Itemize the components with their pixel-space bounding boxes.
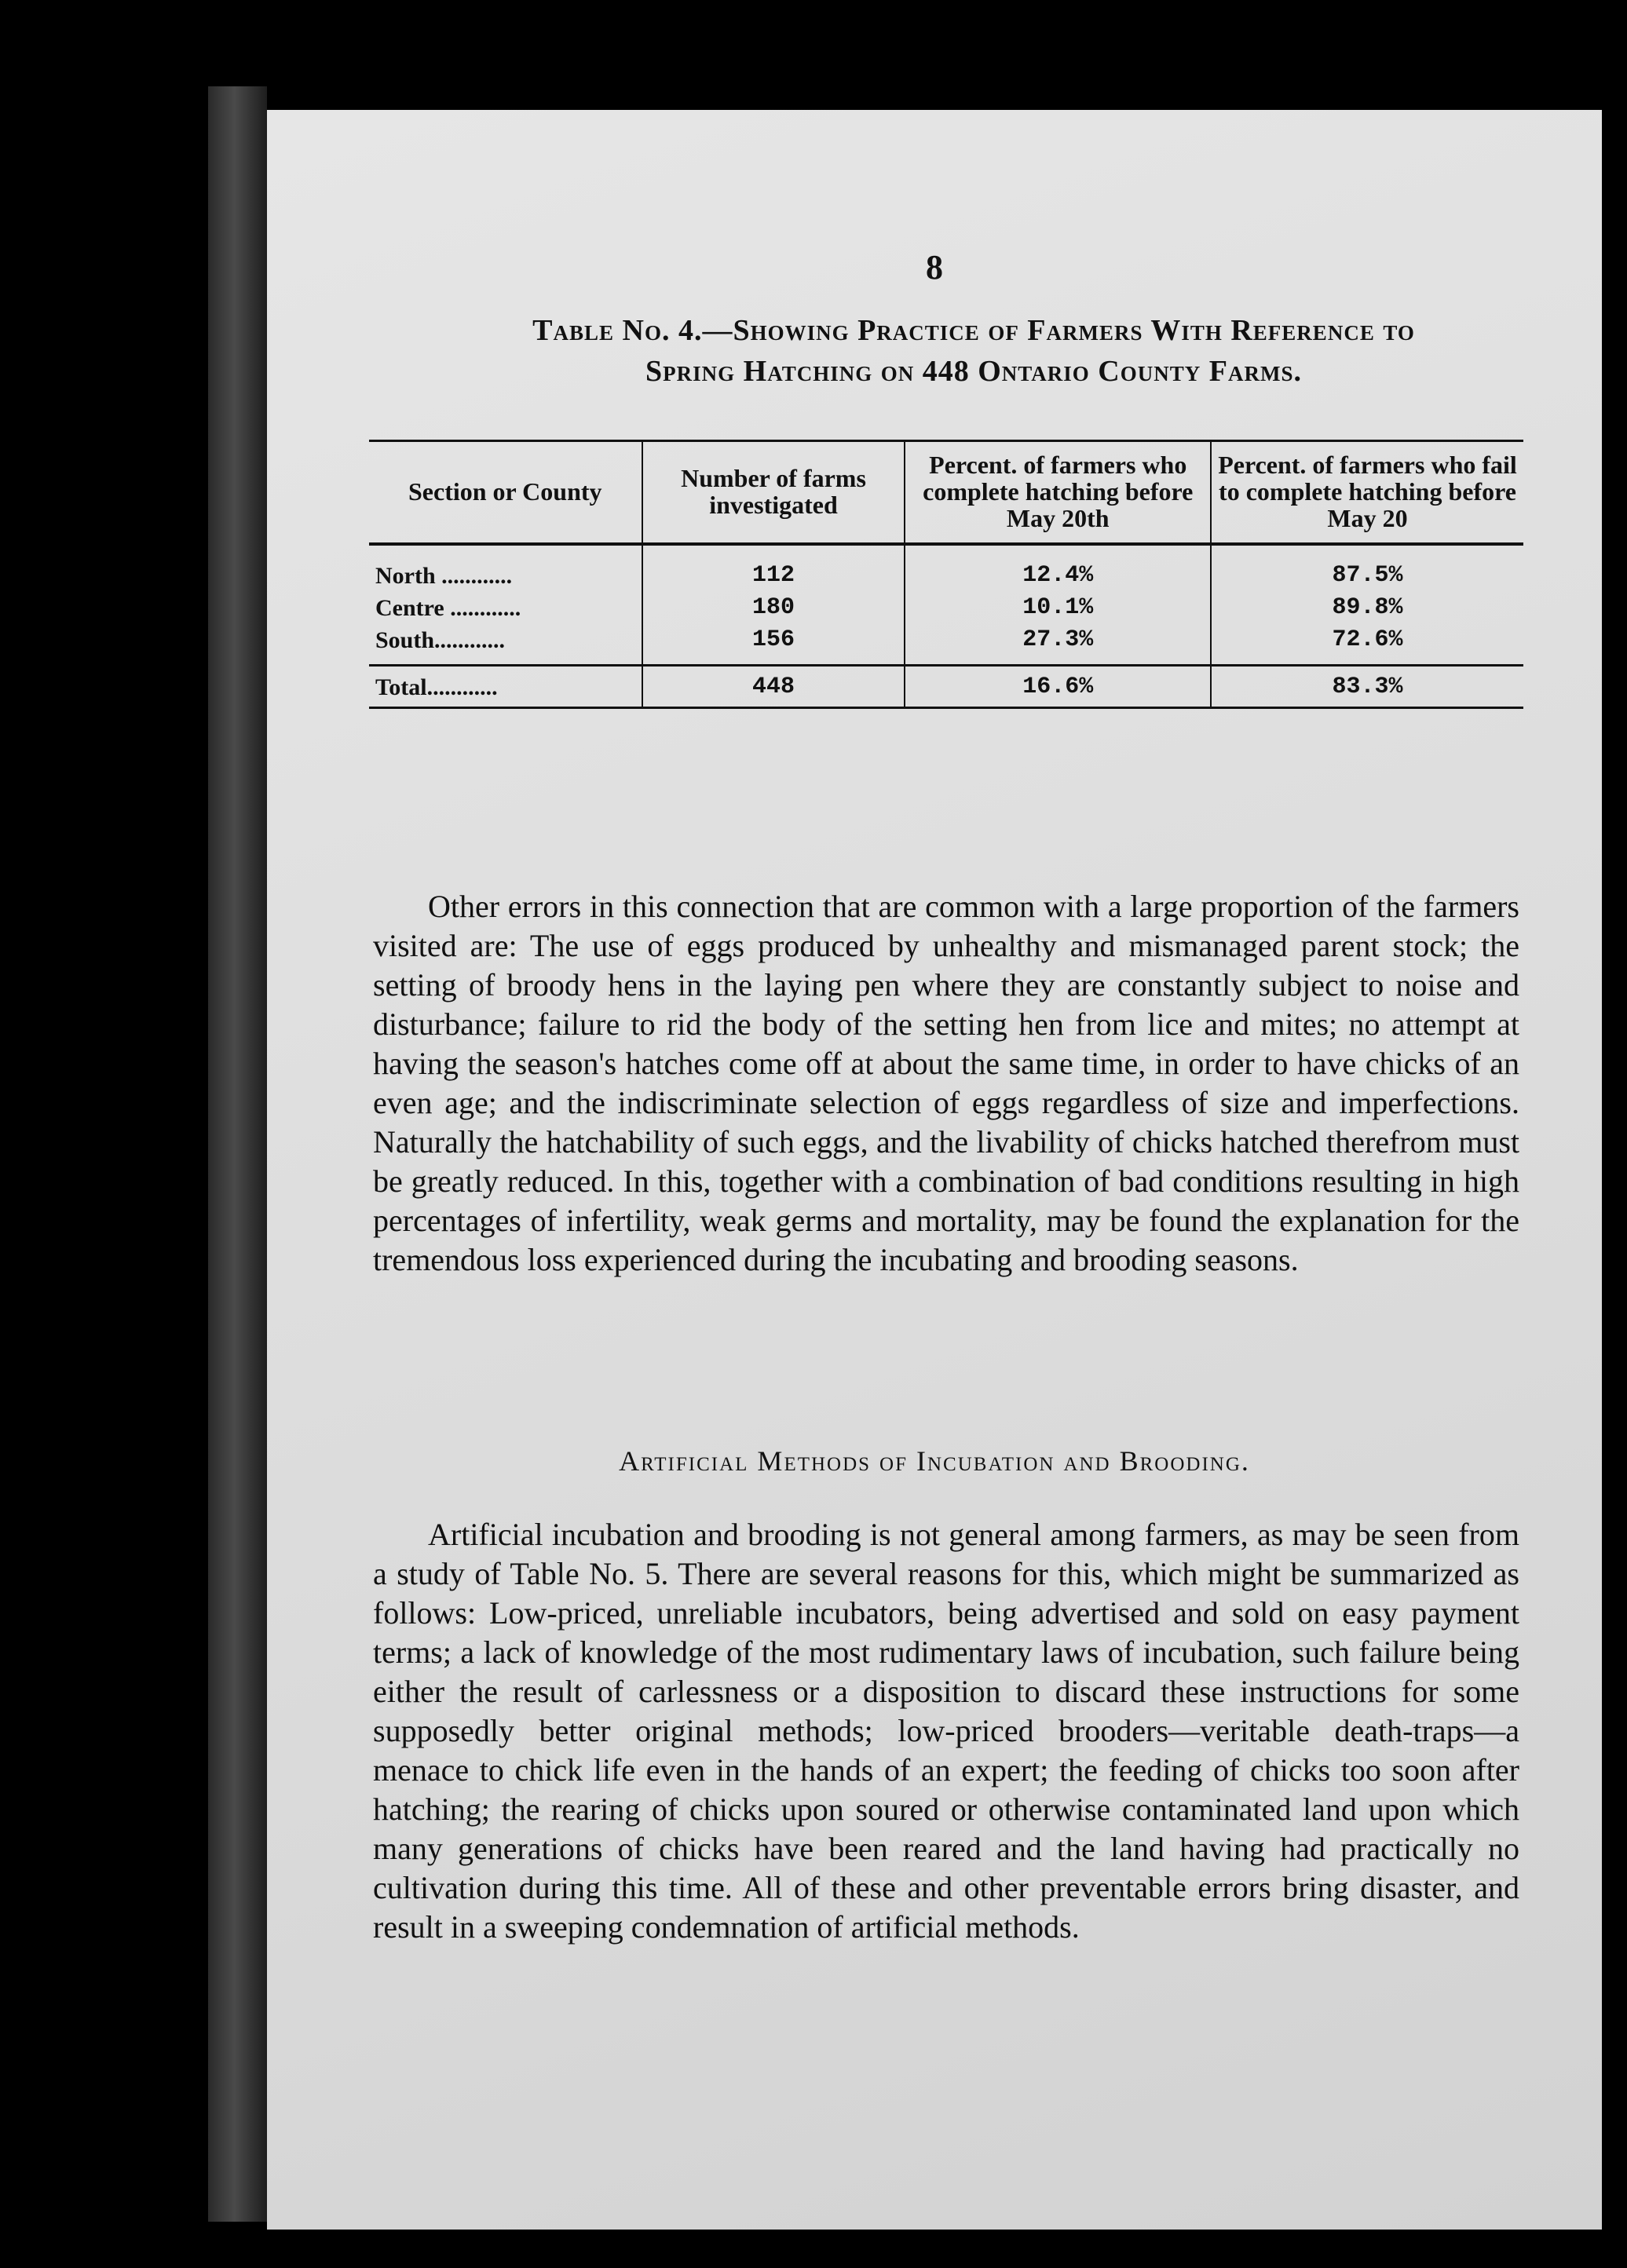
row-label: Centre ............: [375, 595, 521, 621]
section-heading: Artificial Methods of Incubation and Brooding.: [619, 1445, 1250, 1477]
total-fail: 83.3%: [1211, 666, 1523, 708]
cell-farms: 180: [642, 592, 905, 624]
cell-fail: 87.5%: [1211, 544, 1523, 592]
total-complete: 16.6%: [905, 666, 1211, 708]
table-title-line-2: Spring Hatching on 448 Ontario County Farms.: [645, 355, 1302, 388]
column-header-fail: Percent. of farmers who fail to complete hatching before May 20: [1211, 441, 1523, 545]
cell-farms: 112: [642, 544, 905, 592]
cell-complete: 12.4%: [905, 544, 1211, 592]
column-header-farms: Number of farms investigated: [642, 441, 905, 545]
table-row: [369, 592, 1523, 624]
paragraph-other-errors: Other errors in this connection that are common with a large proportion of the farmers visited are: The use of eggs produced by unhealthy and mismanaged parent stock; the setting of broody hens in the laying pen where they are constantly subject to noise and disturbance; failure to rid the body of the setting hen from lice and mites; no attempt at having the season's hatches come off at about the same time, in order to have chicks of an even age; and the indiscriminate selection of eggs regardless of size and imperfections. Naturally the hatchability of such eggs, and the livability of chicks hatched therefrom must be greatly reduced. In this, together with a combination of bad conditions resulting in high percentages of infertility, weak germs and mortality, may be found the explanation for the tremendous loss experienced during the incubating and brooding seasons.: [373, 889, 1519, 1277]
column-header-complete: Percent. of farmers who complete hatching before May 20th: [905, 441, 1211, 545]
table-title: [361, 310, 1586, 392]
total-label: Total............: [369, 666, 642, 708]
cell-complete: 27.3%: [905, 624, 1211, 666]
cell-fail: 72.6%: [1211, 624, 1523, 666]
table-row: [369, 544, 1523, 592]
table-header-row: [369, 441, 1523, 545]
cell-farms: 156: [642, 624, 905, 666]
total-farms: 448: [642, 666, 905, 708]
table-row: [369, 624, 1523, 666]
book-page: [267, 110, 1602, 2230]
row-label: North ............: [375, 563, 513, 589]
column-header-section: Section or County: [369, 441, 642, 545]
hatching-table: [369, 440, 1523, 709]
cell-complete: 10.1%: [905, 592, 1211, 624]
table-total-row: [369, 666, 1523, 708]
row-label: South............: [375, 627, 506, 653]
book-spine: [208, 86, 267, 2222]
cell-fail: 89.8%: [1211, 592, 1523, 624]
paragraph-artificial-incubation: Artificial incubation and brooding is not general among farmers, as may be seen from a study of Table No. 5. There are several reasons for this, which might be summarized as follows: Low-priced, unreliable incubators, being advertised and sold on easy payment terms; a lack of knowledge of the most rudimentary laws of incubation, such failure being either the result of carlessness or a disposition to discard these instructions for some supposedly better original methods; low-priced brooders—veritable death-traps—a menace to chick life even in the hands of an expert; the feeding of chicks too soon after hatching; the rearing of chicks upon soured or otherwise contaminated land upon which many generations of chicks have been reared and the land having had practically no cultivation during this time. All of these and other preventable errors bring disaster, and result in a sweeping condemnation of artificial methods.: [373, 1517, 1519, 1945]
table-title-line-1: Table No. 4.—Showing Practice of Farmers With Reference to: [532, 314, 1415, 347]
page-number: 8: [926, 248, 943, 287]
